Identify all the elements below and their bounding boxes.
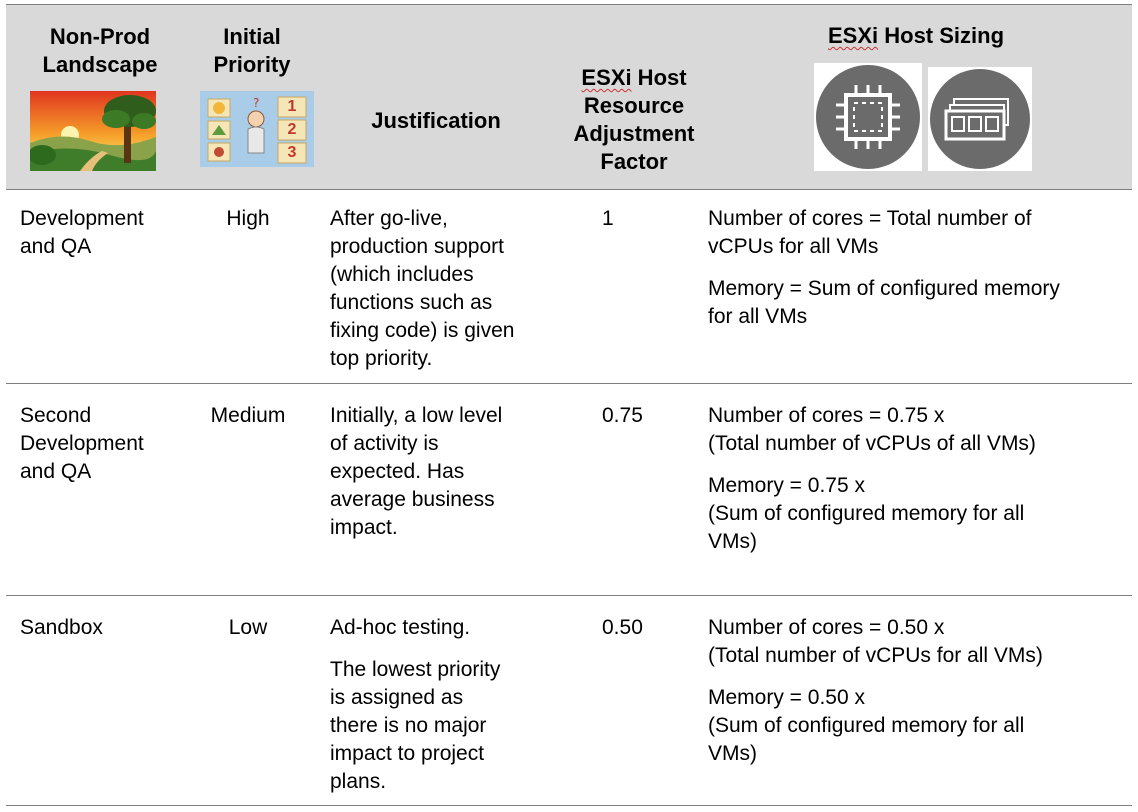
landscape-line: Development — [20, 432, 144, 455]
priority-number: 1 — [287, 98, 297, 115]
text-line: Number of cores = 0.75 x — [708, 404, 945, 427]
text-line: Ad-hoc testing. — [330, 616, 471, 639]
text-line: (which includes — [330, 263, 474, 286]
text-line: for all VMs — [708, 305, 808, 328]
justification-paragraph — [330, 205, 566, 373]
text-line: of activity is — [330, 432, 439, 455]
header-sizing-text: Host Sizing — [878, 23, 1005, 48]
row-priority: Medium — [210, 404, 286, 427]
text-line: plans. — [330, 770, 387, 793]
sizing-paragraph — [708, 684, 1128, 768]
text-line: production support — [330, 235, 504, 258]
text-line: VMs) — [708, 742, 757, 765]
header-priority-line: Priority — [213, 52, 291, 77]
text-line: The lowest priority — [330, 658, 501, 681]
header-factor-line: Adjustment — [573, 121, 695, 146]
row-factor: 0.75 — [602, 404, 643, 427]
esxi-word: ESXi — [581, 65, 632, 90]
landscape-line: and QA — [20, 460, 92, 483]
text-line: top priority. — [330, 347, 433, 370]
priority-number: 2 — [287, 121, 297, 138]
table-row — [6, 189, 1132, 384]
table-row — [6, 384, 1132, 596]
priority-list-image — [200, 91, 314, 167]
row-factor: 0.50 — [602, 616, 643, 639]
cpu-chip-icon — [814, 63, 922, 171]
svg-text:?: ? — [253, 96, 260, 110]
text-line: VMs) — [708, 530, 757, 553]
text-line: there is no major — [330, 714, 487, 737]
text-line: fixing code) is given — [330, 319, 515, 342]
header-landscape-line: Landscape — [42, 52, 158, 77]
text-line: Memory = 0.50 x — [708, 686, 865, 709]
justification-paragraph — [330, 656, 566, 796]
text-line: Memory = Sum of configured memory — [708, 277, 1060, 300]
header-factor-line: Resource — [583, 93, 685, 118]
table-row — [6, 596, 1132, 806]
text-line: impact to project — [330, 742, 485, 765]
landscape-sunset-image — [30, 91, 156, 171]
text-line: After go-live, — [330, 207, 448, 230]
header-factor-text: Host — [631, 65, 687, 90]
row-landscape — [20, 205, 190, 261]
header-adjustment-factor — [554, 64, 714, 176]
justification-paragraph — [330, 614, 566, 642]
sizing-paragraph — [708, 205, 1128, 261]
row-justification — [330, 614, 566, 796]
header-host-sizing — [706, 22, 1126, 50]
sizing-paragraph — [708, 275, 1128, 331]
landscape-line: Second — [20, 404, 92, 427]
header-justification: Justification — [371, 108, 501, 133]
row-priority: High — [226, 207, 270, 230]
memory-module-icon — [928, 67, 1032, 171]
text-line: impact. — [330, 516, 398, 539]
header-landscape — [6, 23, 194, 79]
header-factor-line — [554, 64, 714, 92]
header-priority-line: Initial — [223, 24, 281, 49]
text-line: functions such as — [330, 291, 493, 314]
row-factor: 1 — [602, 207, 614, 230]
header-factor-line: Factor — [600, 149, 668, 174]
text-line: expected. Has — [330, 460, 465, 483]
row-landscape — [20, 402, 190, 486]
landscape-line: and QA — [20, 235, 92, 258]
text-line: (Sum of configured memory for all — [708, 502, 1025, 525]
sizing-paragraph — [708, 472, 1128, 556]
row-landscape — [20, 614, 190, 642]
text-line: average business — [330, 488, 495, 511]
sizing-paragraph — [708, 402, 1128, 458]
text-line: (Total number of vCPUs for all VMs) — [708, 644, 1043, 667]
header-landscape-line: Non-Prod — [49, 24, 151, 49]
justification-paragraph — [330, 402, 566, 542]
row-justification — [330, 205, 566, 373]
text-line: Memory = 0.75 x — [708, 474, 865, 497]
text-line: (Total number of vCPUs of all VMs) — [708, 432, 1036, 455]
esxi-word: ESXi — [827, 23, 879, 48]
row-sizing — [708, 205, 1128, 331]
priority-number: 3 — [287, 144, 297, 161]
row-sizing — [708, 402, 1128, 556]
table-header — [6, 4, 1132, 190]
text-line: Initially, a low level — [330, 404, 503, 427]
row-priority: Low — [228, 616, 268, 639]
row-justification — [330, 402, 566, 542]
text-line: (Sum of configured memory for all — [708, 714, 1025, 737]
header-priority — [194, 23, 310, 79]
text-line: vCPUs for all VMs — [708, 235, 879, 258]
row-sizing — [708, 614, 1128, 768]
text-line: Number of cores = Total number of — [708, 207, 1032, 230]
sizing-paragraph — [708, 614, 1128, 670]
text-line: Number of cores = 0.50 x — [708, 616, 945, 639]
landscape-line: Sandbox — [20, 616, 103, 639]
text-line: is assigned as — [330, 686, 464, 709]
landscape-line: Development — [20, 207, 144, 230]
